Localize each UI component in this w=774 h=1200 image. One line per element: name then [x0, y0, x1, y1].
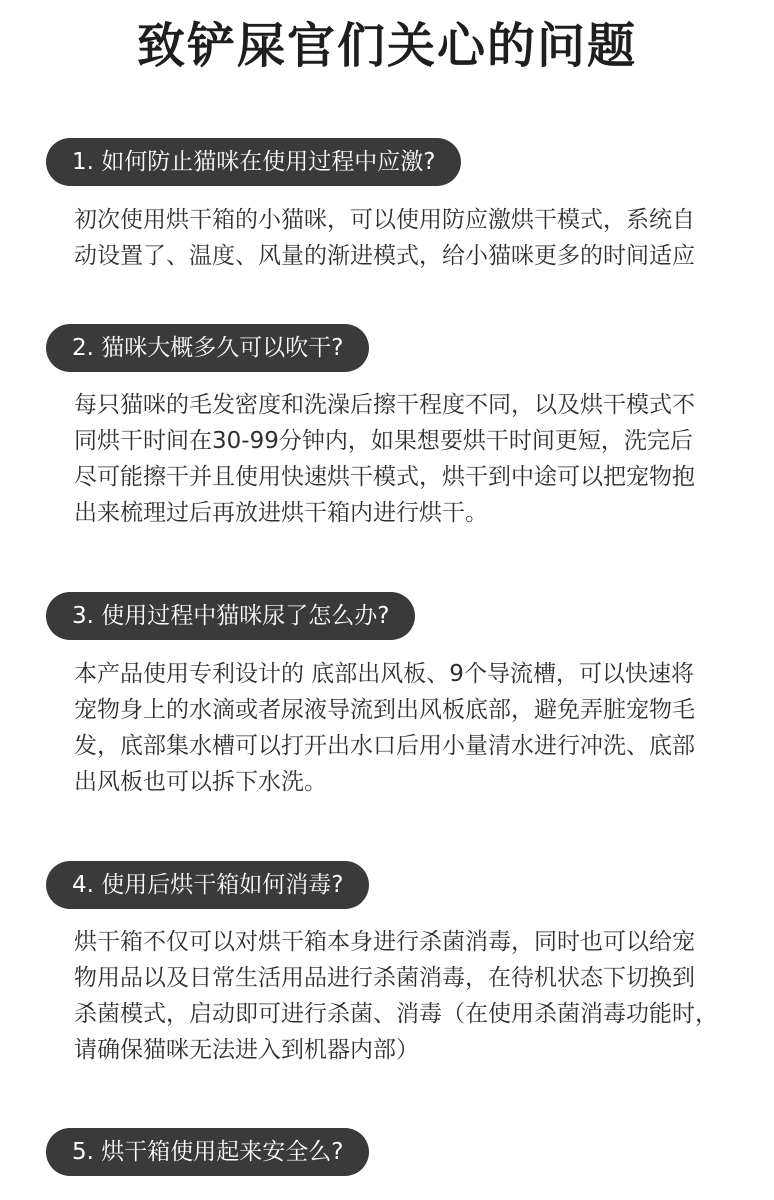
faq-question-5: 5. 烘干箱使用起来安全么? — [46, 1128, 369, 1176]
faq-answer-2: 每只猫咪的毛发密度和洗澡后擦干程度不同，以及烘干模式不 同烘干时间在30-99分钟内，如果想要烘干时间更短，洗完后 尽可能擦干并且使用快速烘干模式，烘干到中途可以把宠物抱 出来梳理过后再放进烘干箱内进行烘干。 — [74, 392, 695, 526]
faq-answer-4: 烘干箱不仅可以对烘干箱本身进行杀菌消毒，同时也可以给宠 物用品以及日常生活用品进行杀菌消毒，在待机状态下切换到 杀菌模式，启动即可进行杀菌、消毒（在使用杀菌消毒功能时， 请确保猫咪无法进入到机器内部） — [74, 929, 718, 1063]
faq-question-4: 4. 使用后烘干箱如何消毒? — [46, 861, 369, 909]
faq-question-2: 2. 猫咪大概多久可以吹干? — [46, 324, 369, 372]
page-title: 致铲屎官们关心的问题 — [136, 18, 637, 74]
faq-question-1: 1. 如何防止猫咪在使用过程中应激? — [46, 138, 461, 186]
faq-question-3: 3. 使用过程中猫咪尿了怎么办? — [46, 592, 415, 640]
faq-answer-3: 本产品使用专利设计的 底部出风板、9个导流槽，可以快速将 宠物身上的水滴或者尿液导流到出风板底部，避免弄脏宠物毛 发，底部集水槽可以打开出水口后用小量清水进行冲洗、底部 出风板也可以拆下水洗。 — [74, 661, 695, 795]
faq-answer-1: 初次使用烘干箱的小猫咪，可以使用防应激烘干模式，系统自 动设置了、温度、风量的渐进模式，给小猫咪更多的时间适应 — [74, 207, 695, 269]
